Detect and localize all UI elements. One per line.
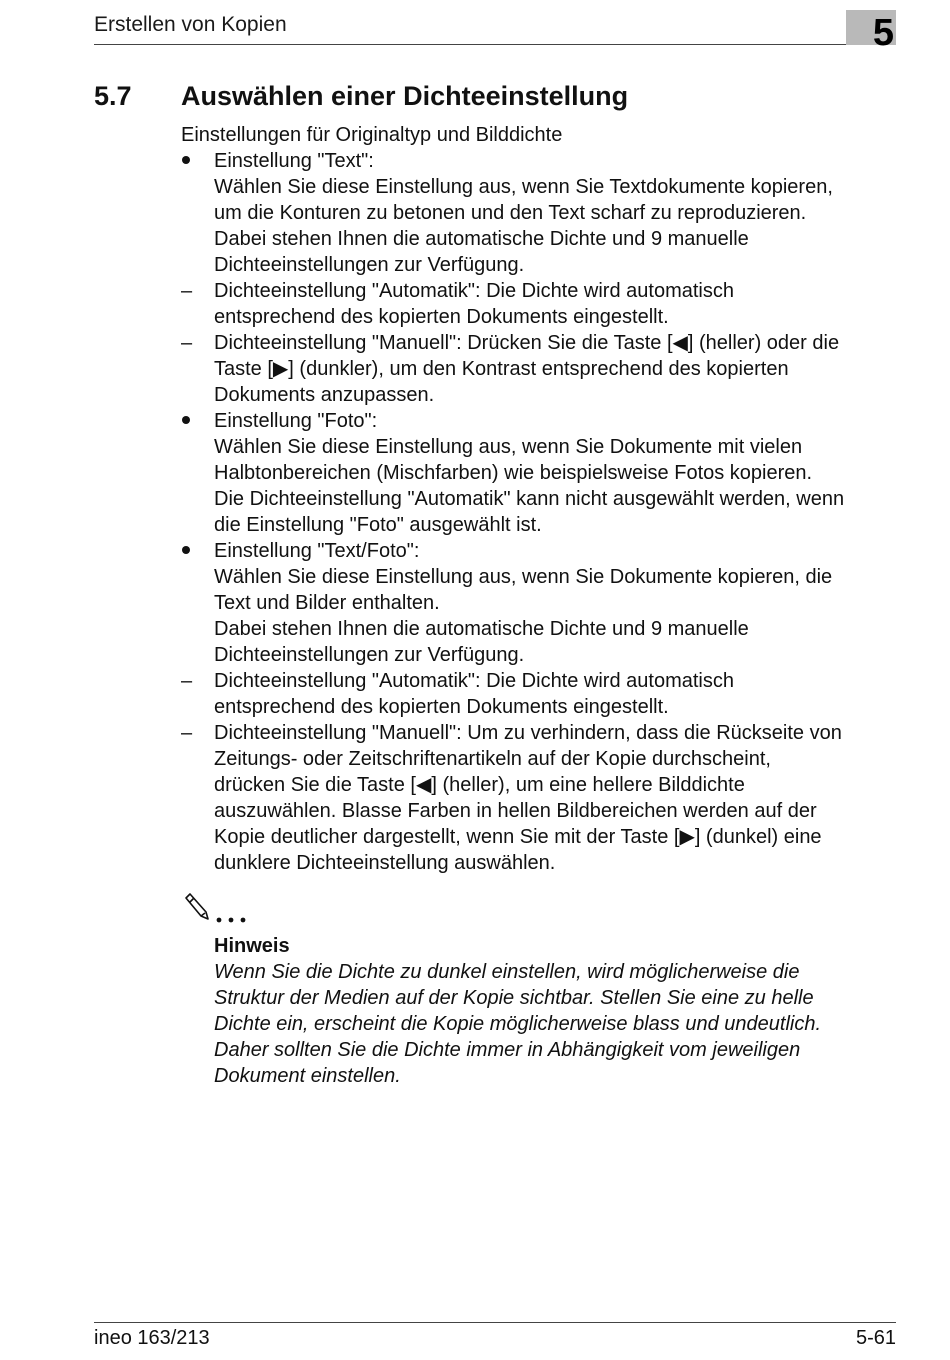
- running-header-title: Erstellen von Kopien: [94, 13, 287, 36]
- text-line: Dokuments anzupassen.: [214, 384, 435, 406]
- footer-page-number: 5-61: [855, 1327, 896, 1349]
- bullet-marker: [181, 408, 201, 434]
- text-line: Dichteeinstellung "Automatik": Die Dichte wird automatisch: [214, 280, 734, 302]
- note-heading: Hinweis: [214, 935, 290, 957]
- text-line: Wählen Sie diese Einstellung aus, wenn Sie Dokumente kopieren, die: [214, 566, 833, 588]
- text-line: dunklere Dichteeinstellung auswählen.: [214, 852, 556, 874]
- text-line: auszuwählen. Blasse Farben in hellen Bildbereichen werden auf der: [214, 800, 817, 822]
- section-intro: Einstellungen für Originaltyp und Bilddichte: [181, 124, 563, 146]
- text-line: entsprechend des kopierten Dokuments eingestellt.: [214, 696, 669, 718]
- text-line: Dichteeinstellungen zur Verfügung.: [214, 254, 525, 276]
- text-line: Dabei stehen Ihnen die automatische Dichte und 9 manuelle: [214, 618, 749, 640]
- bullet-marker: [181, 148, 201, 174]
- bullet-item: [181, 408, 896, 538]
- chapter-tab: [846, 10, 896, 54]
- text-line: die Einstellung "Foto" ausgewählt ist.: [214, 514, 542, 536]
- dash-marker: –: [181, 332, 193, 354]
- text-line: Wählen Sie diese Einstellung aus, wenn Sie Dokumente mit vielen: [214, 436, 803, 458]
- text-line: Dichteeinstellungen zur Verfügung.: [214, 644, 525, 666]
- text-line: Dichteeinstellung "Manuell": Drücken Sie die Taste [◀] (heller) oder die: [214, 332, 840, 354]
- text-line: entsprechend des kopierten Dokuments eingestellt.: [214, 306, 669, 328]
- text-line: um die Konturen zu betonen und den Text scharf zu reproduzieren.: [214, 202, 807, 224]
- section-title: Auswählen einer Dichteeinstellung: [181, 81, 629, 111]
- dash-item: [181, 330, 896, 408]
- dash-marker: –: [181, 670, 193, 692]
- text-line: Wählen Sie diese Einstellung aus, wenn Sie Textdokumente kopieren,: [214, 176, 833, 198]
- text-line: Die Dichteeinstellung "Automatik" kann nicht ausgewählt werden, wenn: [214, 488, 845, 510]
- note-text: [214, 959, 896, 1089]
- settings-list: [181, 148, 896, 876]
- bullet-marker: [181, 538, 201, 564]
- text-line: Einstellung "Text":: [214, 150, 374, 172]
- footer-product: ineo 163/213: [94, 1327, 210, 1349]
- text-line: Einstellung "Text/Foto":: [214, 540, 420, 562]
- dash-item: [181, 668, 896, 720]
- bullet-item: [181, 538, 896, 668]
- note-line: Dokument einstellen.: [214, 1065, 401, 1087]
- text-line: Dichteeinstellung "Automatik": Die Dichte wird automatisch: [214, 670, 734, 692]
- text-line: Text und Bilder enthalten.: [214, 592, 440, 614]
- text-line: Dabei stehen Ihnen die automatische Dichte und 9 manuelle: [214, 228, 749, 250]
- text-line: Halbtonbereichen (Mischfarben) wie beispielsweise Fotos kopieren.: [214, 462, 813, 484]
- text-line: Taste [▶] (dunkler), um den Kontrast entsprechend des kopierten: [214, 358, 789, 380]
- bullet-dot-icon: [182, 416, 190, 424]
- dash-item: [181, 278, 896, 330]
- dash-marker: –: [181, 280, 193, 302]
- note-block: [181, 890, 896, 1089]
- dash-marker: –: [181, 722, 193, 744]
- text-line: Dichteeinstellung "Manuell": Um zu verhindern, dass die Rückseite von: [214, 722, 842, 744]
- header-divider: [94, 44, 846, 45]
- note-line: Wenn Sie die Dichte zu dunkel einstellen, wird möglicherweise die: [214, 961, 800, 983]
- pencil-note-icon: [181, 890, 261, 928]
- text-line: Kopie deutlicher dargestellt, wenn Sie mit der Taste [▶] (dunkel) eine: [214, 826, 822, 848]
- note-line: Daher sollten Sie die Dichte immer in Abhängigkeit vom jeweiligen: [214, 1039, 801, 1061]
- text-line: Einstellung "Foto":: [214, 410, 378, 432]
- dash-item: [181, 720, 896, 876]
- bullet-dot-icon: [182, 156, 190, 164]
- note-line: Struktur der Medien auf der Kopie sichtbar. Stellen Sie eine zu helle: [214, 987, 814, 1009]
- footer-divider: [94, 1322, 896, 1323]
- text-line: drücken Sie die Taste [◀] (heller), um eine hellere Bilddichte: [214, 774, 745, 796]
- bullet-item: [181, 148, 896, 278]
- section-number: 5.7: [94, 81, 132, 111]
- bullet-dot-icon: [182, 546, 190, 554]
- note-line: Dichte ein, erscheint die Kopie möglicherweise blass und undeutlich.: [214, 1013, 822, 1035]
- chapter-number: 5: [872, 12, 894, 54]
- text-line: Zeitungs- oder Zeitschriftenartikeln auf der Kopie durchscheint,: [214, 748, 771, 770]
